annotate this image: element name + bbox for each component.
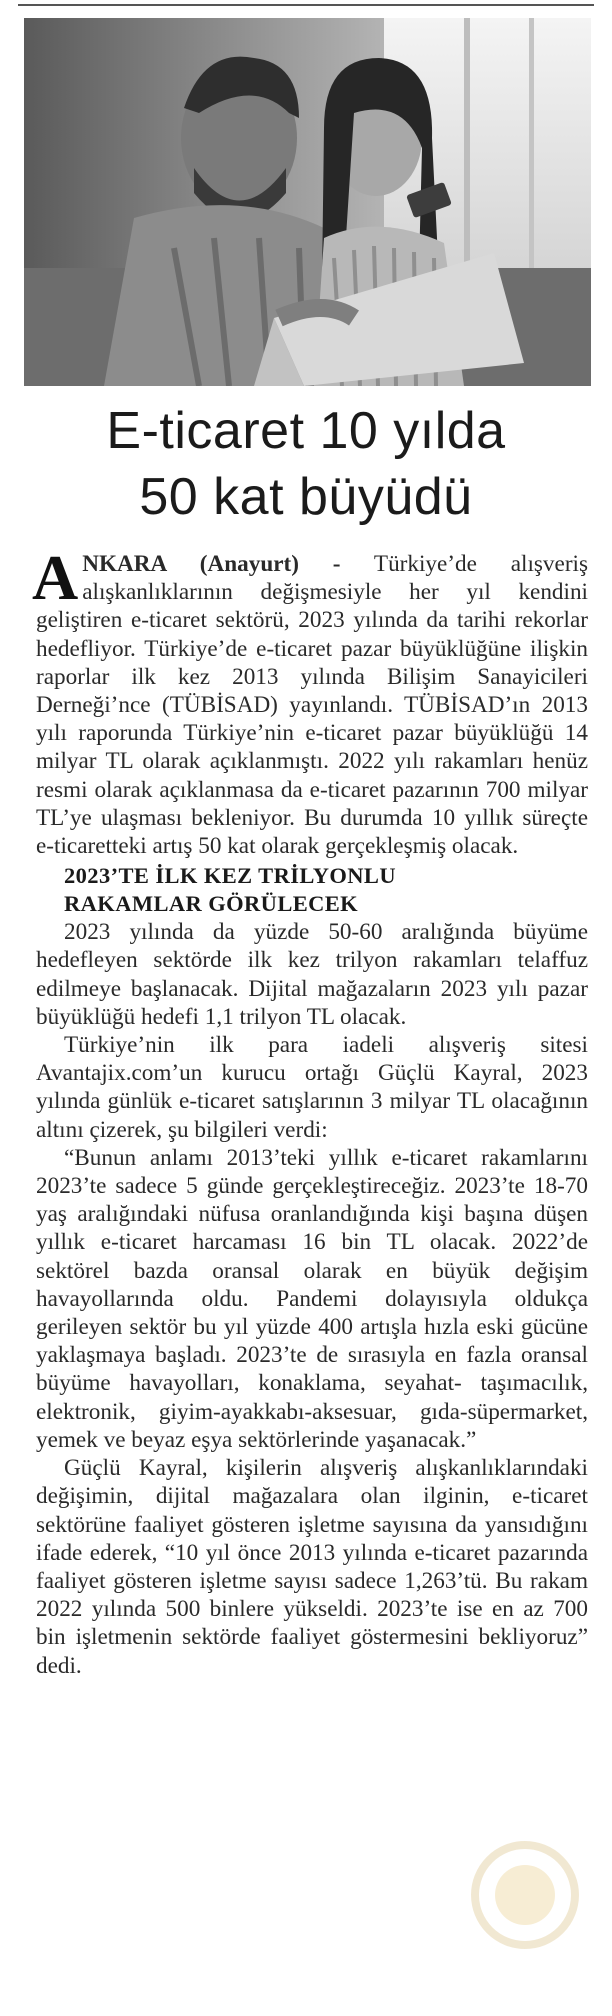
dateline: NKARA (Anayurt) -: [82, 551, 341, 577]
subheading-line-1: 2023’TE İLK KEZ TRİLYONLU: [64, 863, 396, 889]
headline-line-2: 50 kat büyüdü: [139, 468, 473, 526]
drop-cap: A: [32, 542, 79, 613]
article-paragraph: “Bunun anlamı 2013’teki yıllık e-ticaret rakamlarını 2023’te sadece 5 günde gerçekleştireceğiz. 2023’te 18-70 yaş aralığındaki nüfusa oranlandığında kişi başına düşen yıllık e-ticaret harcaması 16 bin TL olacak. 2022’de sektörel bazda oransal olarak en büyük değişim havayollarında oldu. Pandemi dolayısıyla oldukça gerileyen sektör bu yıl yüzde 400 artışla hızla eski gücüne yaklaşmaya başladı. 2023’te de sırasıyla en fazla oransal büyüme havayolları, konaklama, seyahat- taşımacılık, elektronik, giyim-ayakkabı-aksesuar, gıda-süpermarket, yemek ve beyaz eşya sektörlerinde yaşanacak.”: [36, 1144, 588, 1453]
article-paragraph: 2023 yılında da yüzde 50-60 aralığında büyüme hedefleyen sektörde ilk kez trilyon rakamları telaffuz edilmeye başlanacak. Dijital mağazaların 2023 yılı pazar büyüklüğü hedefi 1,1 trilyon TL olacak.: [36, 919, 588, 1030]
article-body: [32, 542, 589, 1680]
top-rule: [18, 4, 594, 6]
article-photo: [24, 18, 591, 386]
article-paragraph: Türkiye’nin ilk para iadeli alışveriş sitesi Avantajix.com’un kurucu ortağı Güçlü Kayral, 2023 yılında günlük e-ticaret satışlarının 3 milyar TL olacağının altını çizerek, şu bilgileri verdi:: [36, 1032, 588, 1143]
headline: [20, 398, 592, 530]
article-paragraph: Güçlü Kayral, kişilerin alışveriş alışkanlıklarındaki değişimin, dijital mağazalara olan ilginin, e-ticaret sektörüne faaliyet gösteren işletme sayısına da yansıdığını ifade ederek, “10 yıl önce 2013 yılında e-ticaret pazarında faaliyet gösteren işletme sayısı sadece 1,263’tü. Bu rakam 2022 yılında 500 binlere yükseldi. 2023’te ise en az 700 bin işletmenin sektörde faaliyet göstermesini bekliyoruz” dedi.: [36, 1455, 588, 1679]
subheading: [36, 862, 588, 918]
watermark-logo: [470, 1840, 580, 1950]
subheading-line-2: RAKAMLAR GÖRÜLECEK: [64, 891, 359, 917]
paragraph-text: Türkiye’de alışveriş alışkanlıklarının değişmesiyle her yıl kendini geliştiren e-ticaret sektörü, 2023 yılında da tarihi rekorlar hedefliyor. Türkiye’de e-ticaret pazar büyüklüğüne ilişkin raporlar ilk kez 2013 yılında Bilişim Sanayicileri Derneği’nce (TÜBİSAD) yayınlandı. TÜBİSAD’ın 2013 yılı raporunda Türkiye’nin e-ticaret pazar büyüklüğü 14 milyar TL olarak açıklanmıştı. 2022 yılı rakamları henüz resmi olarak açıklanmasa da e-ticaret pazarının 700 milyar TL’ye ulaşması bekleniyor. Bu durumda 10 yıllık süreçte e-ticaretteki artış 50 kat olarak gerçekleşmiş olacak.: [36, 551, 589, 860]
article-paragraph: [32, 542, 589, 860]
headline-line-1: E-ticaret 10 yılda: [106, 402, 506, 460]
